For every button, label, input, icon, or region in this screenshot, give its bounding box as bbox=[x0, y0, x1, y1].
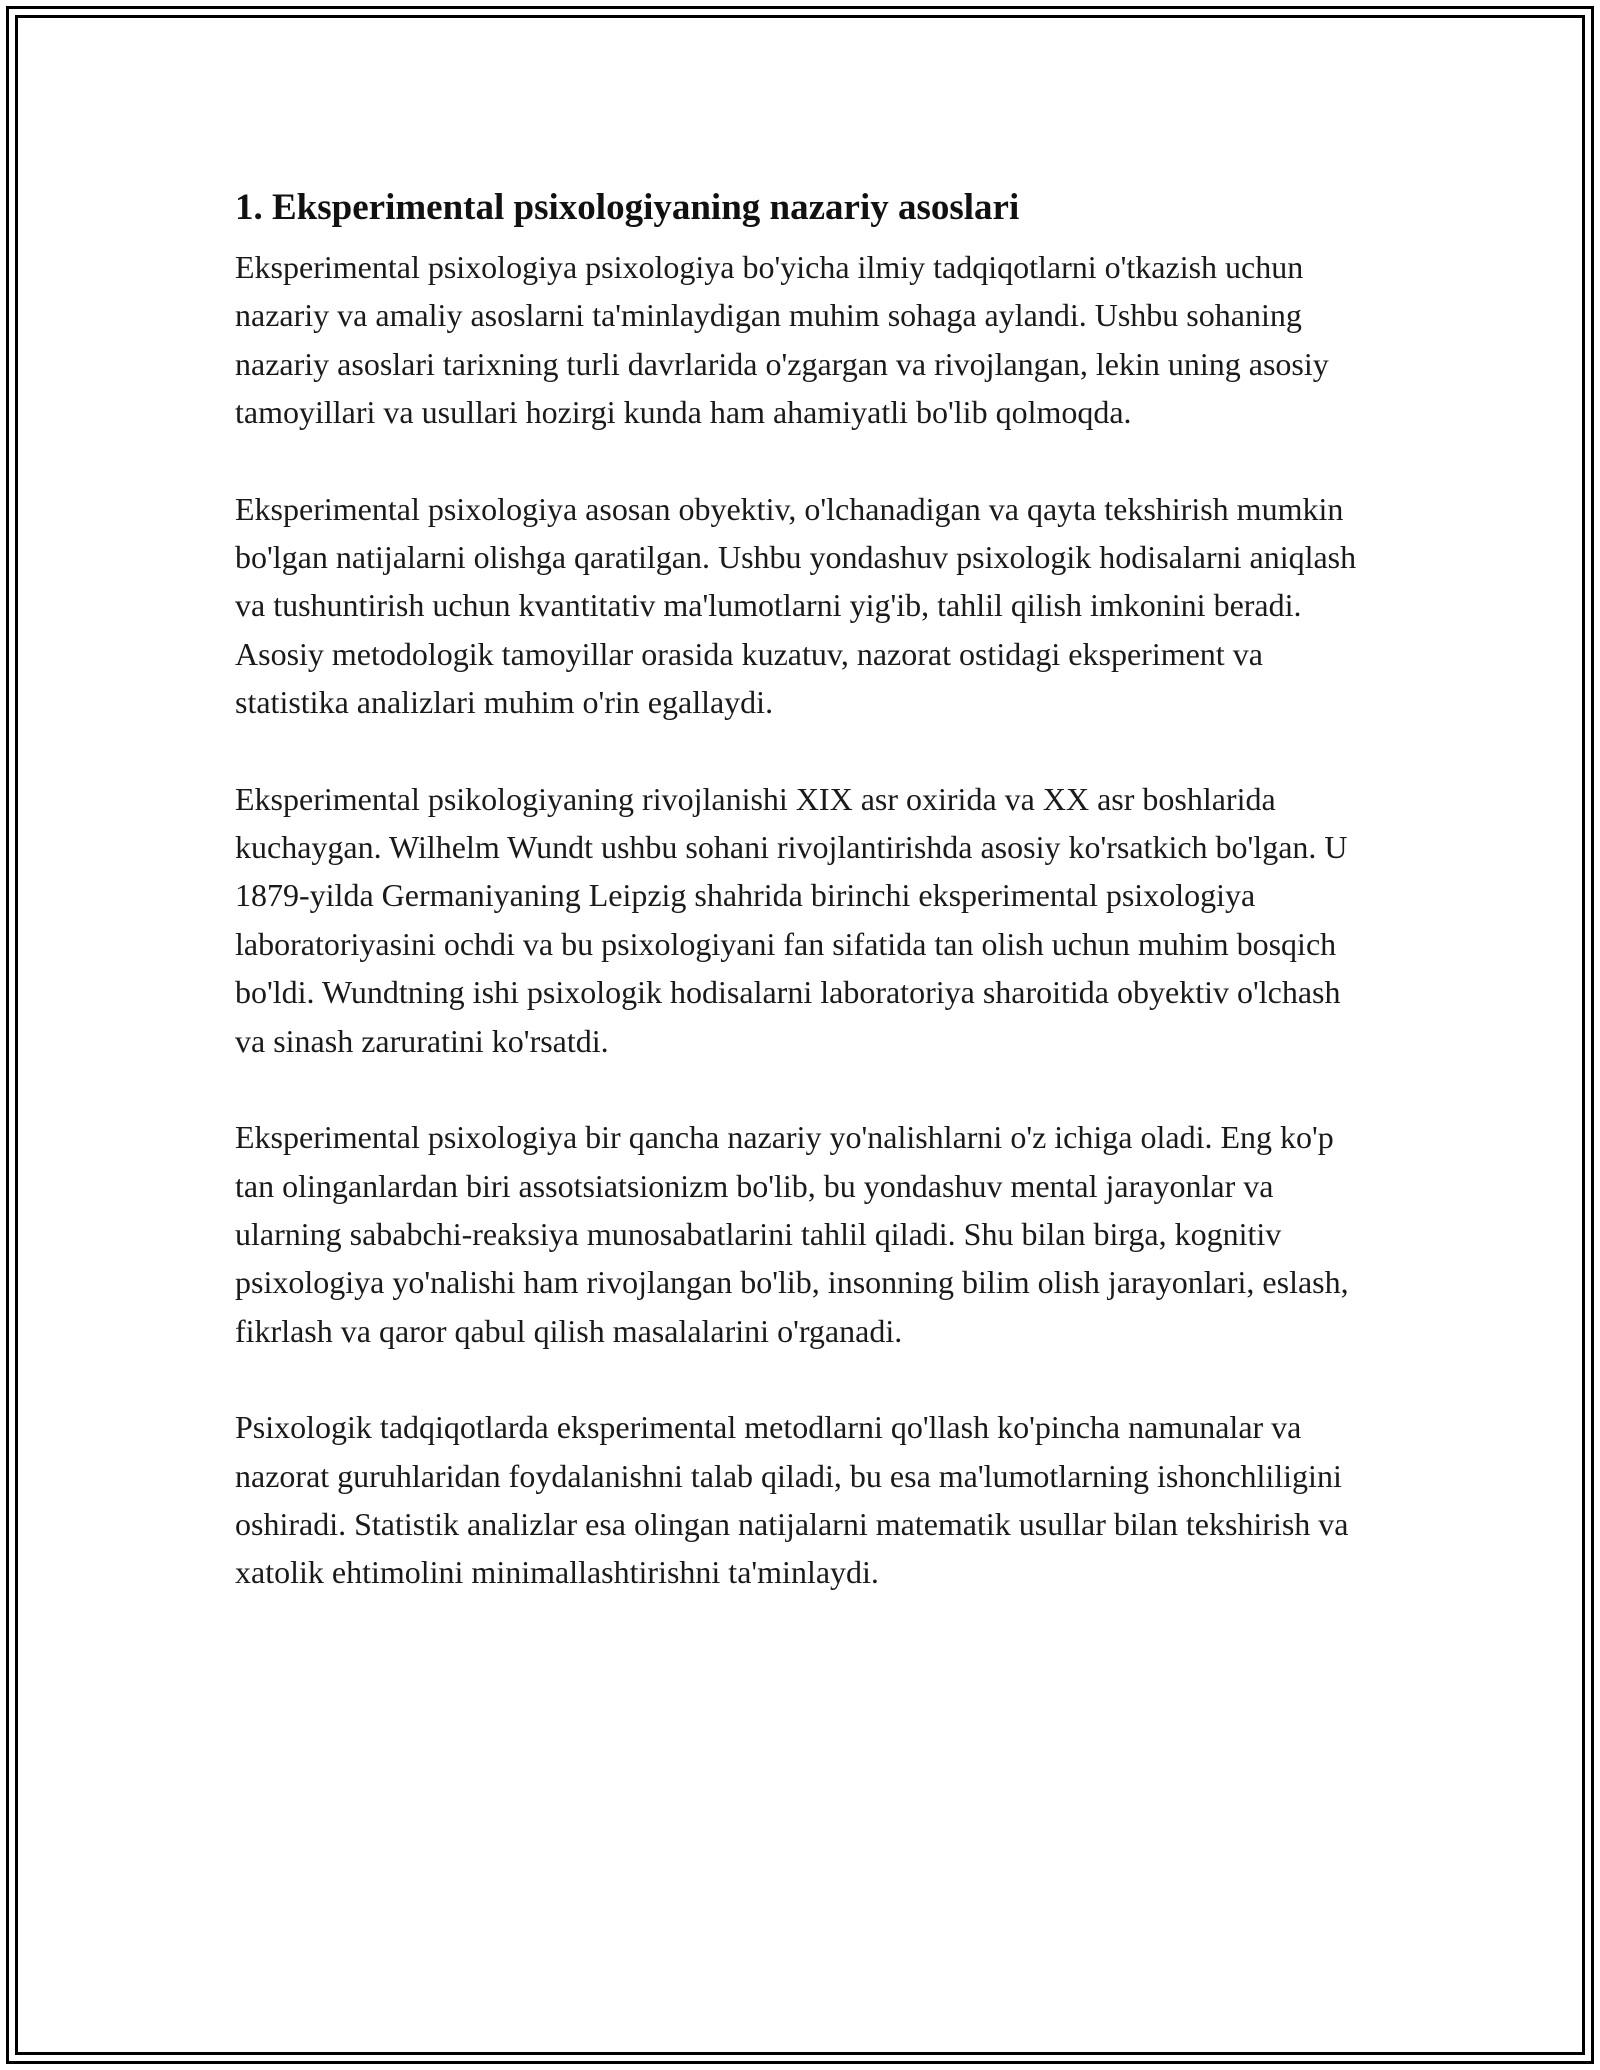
document-body bbox=[235, 185, 1365, 1645]
paragraph-2: Eksperimental psixologiya asosan obyektiv, o'lchanadigan va qayta tekshirish mumkin bo'lgan natijalarni olishga qaratilgan. Ushbu yondashuv psixologik hodisalarni aniqlash va tushuntirish uchun kvantitativ ma'lumotlarni yig'ib, tahlil qilish imkonini beradi. Asosiy metodologik tamoyillar orasida kuzatuv, nazorat ostidagi eksperiment va statistika analizlari muhim o'rin egallaydi. bbox=[235, 490, 1357, 721]
paragraph-3: Eksperimental psikologiyaning rivojlanishi XIX asr oxirida va XX asr boshlarida kuchaygan. Wilhelm Wundt ushbu sohani rivojlantirishda asosiy ko'rsatkich bo'lgan. U 1879-yilda Germaniyaning Leipzig shahrida birinchi eksperimental psixologiya laboratoriyasini ochdi va bu psixologiyani fan sifatida tan olish uchun muhim bosqich bo'ldi. Wundtning ishi psixologik hodisalarni laboratoriya sharoitida obyektiv o'lchash va sinash zaruratini ko'rsatdi. bbox=[235, 780, 1348, 1059]
paragraph-5: Psixologik tadqiqotlarda eksperimental metodlarni qo'llash ko'pincha namunalar va nazorat guruhlaridan foydalanishni talab qiladi, bu esa ma'lumotlarning ishonchliligini oshiradi. Statistik analizlar esa olingan natijalarni matematik usullar bilan tekshirish va xatolik ehtimolini minimallashtirishni ta'minlaydi. bbox=[235, 1409, 1349, 1591]
section-heading: 1. Eksperimental psixologiyaning nazariy asoslari bbox=[235, 187, 1020, 228]
paragraph-4: Eksperimental psixologiya bir qancha nazariy yo'nalishlarni o'z ichiga oladi. Eng ko'p tan olinganlardan biri assotsiatsionizm bo'lib, bu yondashuv mental jarayonlar va ularning sababchi-reaksiya munosabatlarini tahlil qiladi. Shu bilan birga, kognitiv psixologiya yo'nalishi ham rivojlangan bo'lib, insonning bilim olish jarayonlari, eslash, fikrlash va qaror qabul qilish masalalarini o'rganadi. bbox=[235, 1119, 1349, 1349]
paragraph-1: Eksperimental psixologiya psixologiya bo'yicha ilmiy tadqiqotlarni o'tkazish uchun nazariy va amaliy asoslarni ta'minlaydigan muhim sohaga aylandi. Ushbu sohaning nazariy asoslari tarixning turli davrlarida o'zgargan va rivojlangan, lekin uning asosiy tamoyillari va usullari hozirgi kunda ham ahamiyatli bo'lib qolmoqda. bbox=[235, 249, 1329, 431]
